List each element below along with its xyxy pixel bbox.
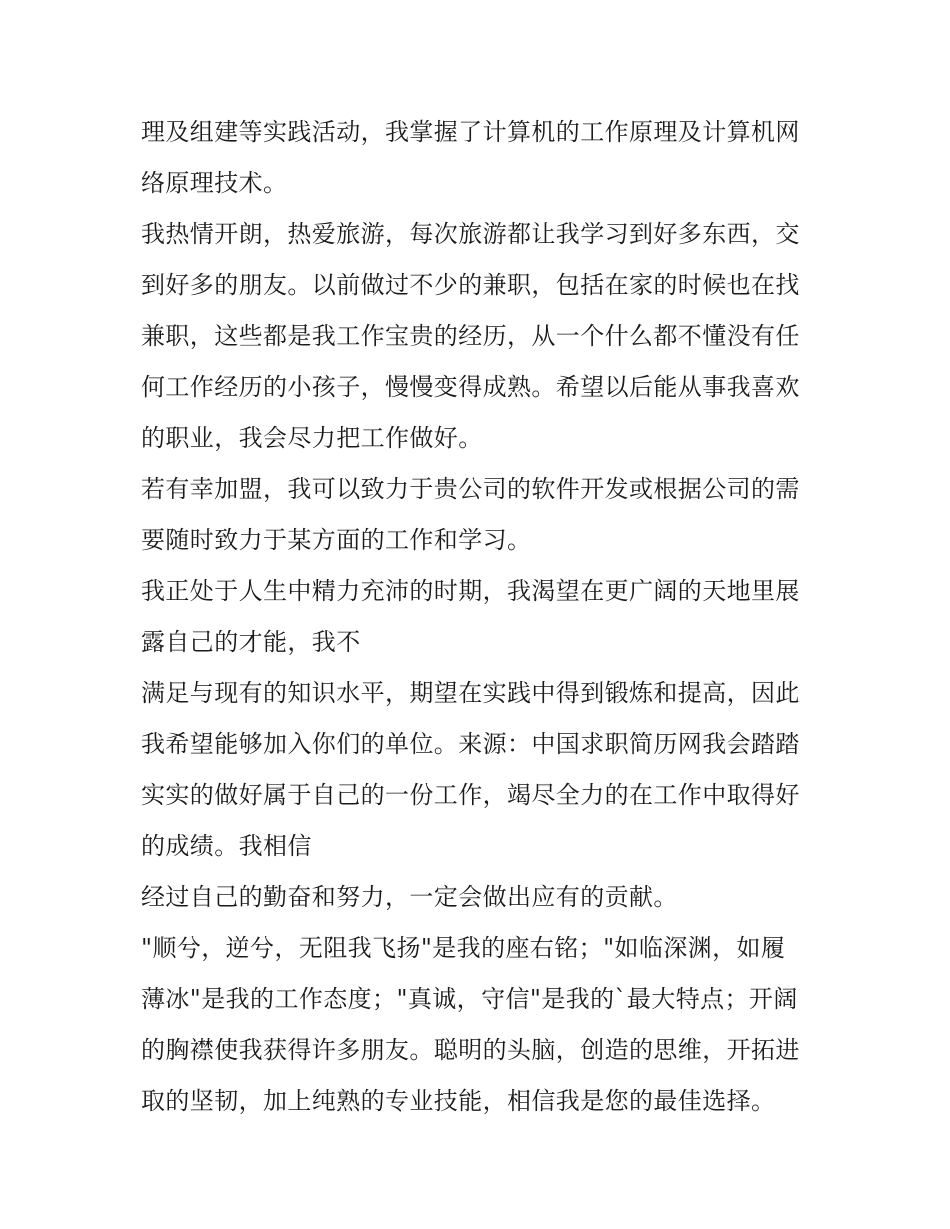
text-line: 取的坚韧，加上纯熟的专业技能，相信我是您的最佳选择。 <box>141 1087 776 1115</box>
text-line: 到好多的朋友。以前做过不少的兼职，包括在家的时候也在找 <box>141 271 800 299</box>
text-line: 实实的做好属于自己的一份工作，竭尽全力的在工作中取得好 <box>141 781 800 809</box>
body-text <box>141 107 821 1127</box>
text-line: "顺兮，逆兮，无阻我飞扬"是我的座右铭；"如临深渊，如履 <box>141 934 786 962</box>
text-line: 络原理技术。 <box>141 169 288 197</box>
text-line: 我热情开朗，热爱旅游，每次旅游都让我学习到好多东西，交 <box>141 220 800 248</box>
text-line: 何工作经历的小孩子，慢慢变得成熟。希望以后能从事我喜欢 <box>141 373 800 401</box>
text-line: 经过自己的勤奋和努力，一定会做出应有的贡献。 <box>141 883 678 911</box>
text-line: 的成绩。我相信 <box>141 832 312 860</box>
text-line: 若有幸加盟，我可以致力于贵公司的软件开发或根据公司的需 <box>141 475 800 503</box>
text-line: 兼职，这些都是我工作宝贵的经历，从一个什么都不懂没有任 <box>141 322 800 350</box>
text-line: 满足与现有的知识水平，期望在实践中得到锻炼和提高，因此 <box>141 679 800 707</box>
text-line: 的胸襟使我获得许多朋友。聪明的头脑，创造的思维，开拓进 <box>141 1036 800 1064</box>
text-line: 我希望能够加入你们的单位。来源：中国求职简历网我会踏踏 <box>141 730 800 758</box>
text-line: 的职业，我会尽力把工作做好。 <box>141 424 483 452</box>
text-line: 我正处于人生中精力充沛的时期，我渴望在更广阔的天地里展 <box>141 577 800 605</box>
text-line: 理及组建等实践活动，我掌握了计算机的工作原理及计算机网 <box>141 118 800 146</box>
text-line: 薄冰"是我的工作态度；"真诚，守信"是我的`最大特点；开阔 <box>141 985 798 1013</box>
text-line: 要随时致力于某方面的工作和学习。 <box>141 526 532 554</box>
text-line: 露自己的才能，我不 <box>141 628 361 656</box>
